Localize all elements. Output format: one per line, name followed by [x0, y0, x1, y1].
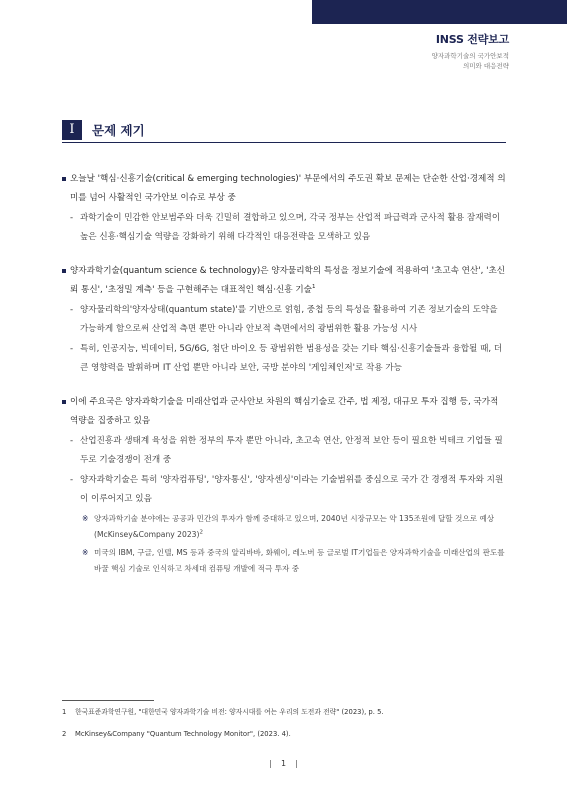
- note-text: 양자과학기술 분야에는 공공과 민간의 투자가 함께 증대하고 있으며, 2040년 시장규모는 약 135조원에 달할 것으로 예상(McKinsey&Company 2023): [94, 514, 495, 539]
- brand-title: INSS 전략보고: [435, 33, 509, 46]
- footnote-item: [62, 729, 508, 740]
- dash-marker: -: [70, 344, 74, 354]
- brand-subtitle-line-2: 의미와 대응전략: [462, 62, 509, 70]
- square-bullet-icon: [62, 269, 66, 273]
- page-number: [0, 759, 567, 768]
- bullet-text: 오늘날 '핵심·신흥기술(critical & emerging technologies)' 부문에서의 주도권 확보 문제는 단순한 산업·경제적 의미를 넘어 사활적인 국가안보 이슈로 부상 중: [70, 174, 506, 203]
- section-numeral: I: [62, 120, 82, 140]
- bullet-item-1: [62, 170, 508, 207]
- reference-mark-icon: ※: [82, 548, 89, 557]
- sub-item: [62, 340, 508, 377]
- dash-marker: -: [70, 213, 74, 223]
- square-bullet-icon: [62, 177, 66, 181]
- sub-item: [62, 301, 508, 338]
- note-text: 미국의 IBM, 구글, 인텔, MS 등과 중국의 알리바바, 화웨이, 레노버 등 글로벌 IT기업들은 양자과학기술을 미래산업의 판도를 바꿀 핵심 기술로 인식하고 차세대 컴퓨팅 개발에 적극 투자 중: [94, 548, 505, 573]
- sub-item: [62, 471, 508, 508]
- footnote-number: 1: [62, 708, 67, 716]
- sub-item-text: 산업진흥과 생태계 육성을 위한 정부의 투자 뿐만 아니라, 초고속 연산, 안정적 보안 등이 필요한 빅테크 기업들 필두로 기술경쟁이 전개 중: [80, 436, 503, 465]
- section-title: 문제 제기: [92, 123, 145, 138]
- section-heading: [62, 120, 506, 142]
- note-item: [62, 511, 508, 542]
- sub-item-text: 양자과학기술은 특히 '양자컴퓨팅', '양자통신', '양자센싱'이라는 기술범위를 중심으로 국가 간 경쟁적 투자와 지원이 이루어지고 있음: [80, 475, 504, 504]
- bullet-item-2: [62, 262, 508, 299]
- header-color-bar: [312, 0, 567, 24]
- reference-mark-icon: ※: [82, 514, 89, 523]
- footnote-ref[interactable]: 1: [311, 283, 316, 290]
- square-bullet-icon: [62, 400, 66, 404]
- note-item: [62, 545, 508, 576]
- page-number-value: 1: [280, 759, 287, 768]
- dash-marker: -: [70, 305, 74, 315]
- sub-item-text: 양자물리학의'양자상태(quantum state)'를 기반으로 얽힘, 중첩 등의 특성을 활용하여 기존 정보기술의 도약을 가능하게 함으로써 산업적 측면 뿐만 아니라 안보적 측면에서의 광범위한 활용 가능성 시사: [80, 305, 498, 334]
- page-bar-left: |: [269, 759, 272, 768]
- footnote-text: 한국표준과학연구원, "대한민국 양자과학기술 비전: 양자시대를 여는 우리의 도전과 전략" (2023), p. 5.: [75, 708, 384, 716]
- section-divider: [62, 142, 506, 143]
- brand-subtitle-line-1: 양자과학기술의 국가안보적: [431, 52, 509, 60]
- sub-item-text: 특히, 인공지능, 빅데이터, 5G/6G, 첨단 바이오 등 광범위한 범용성을 갖는 기타 핵심·신흥기술들과 융합될 때, 더 큰 영향력을 발휘하며 IT 산업 뿐만 아니라 보안, 국방 분야의 '게임체인저'로 작용 가능: [80, 344, 503, 373]
- footnote-ref[interactable]: 2: [199, 528, 203, 535]
- bullet-text: 양자과학기술(quantum science & technology)은 양자물리학의 특성을 정보기술에 적용하여 '초고속 연산', '초신뢰 통신', '초정밀 계측' 등을 구현해주는 대표적인 핵심·신흥 기술: [70, 266, 506, 295]
- dash-marker: -: [70, 436, 74, 446]
- bullet-item-3: [62, 393, 508, 430]
- footnote-text: McKinsey&Company "Quantum Technology Monitor", (2023. 4).: [75, 730, 291, 738]
- body-content: [62, 170, 508, 576]
- report-brand: [432, 31, 509, 71]
- footnote-item: [62, 707, 508, 718]
- bullet-text: 이에 주요국은 양자과학기술을 미래산업과 군사안보 차원의 핵심기술로 간주, 법 제정, 대규모 투자 집행 등, 국가적 역량을 집중하고 있음: [70, 397, 499, 426]
- footnotes: [62, 707, 508, 751]
- footnote-number: 2: [62, 730, 67, 738]
- dash-marker: -: [70, 475, 74, 485]
- sub-item-text: 과학기술이 민감한 안보범주와 더욱 긴밀히 결합하고 있으며, 각국 정부는 산업적 파급력과 군사적 활용 잠재력이 높은 신흥·핵심기술 역량을 강화하기 위해 다각적인 대응전략을 모색하고 있음: [80, 213, 501, 242]
- page-bar-right: |: [295, 759, 298, 768]
- footnote-divider: [62, 700, 154, 701]
- sub-item: [62, 209, 508, 246]
- sub-item: [62, 432, 508, 469]
